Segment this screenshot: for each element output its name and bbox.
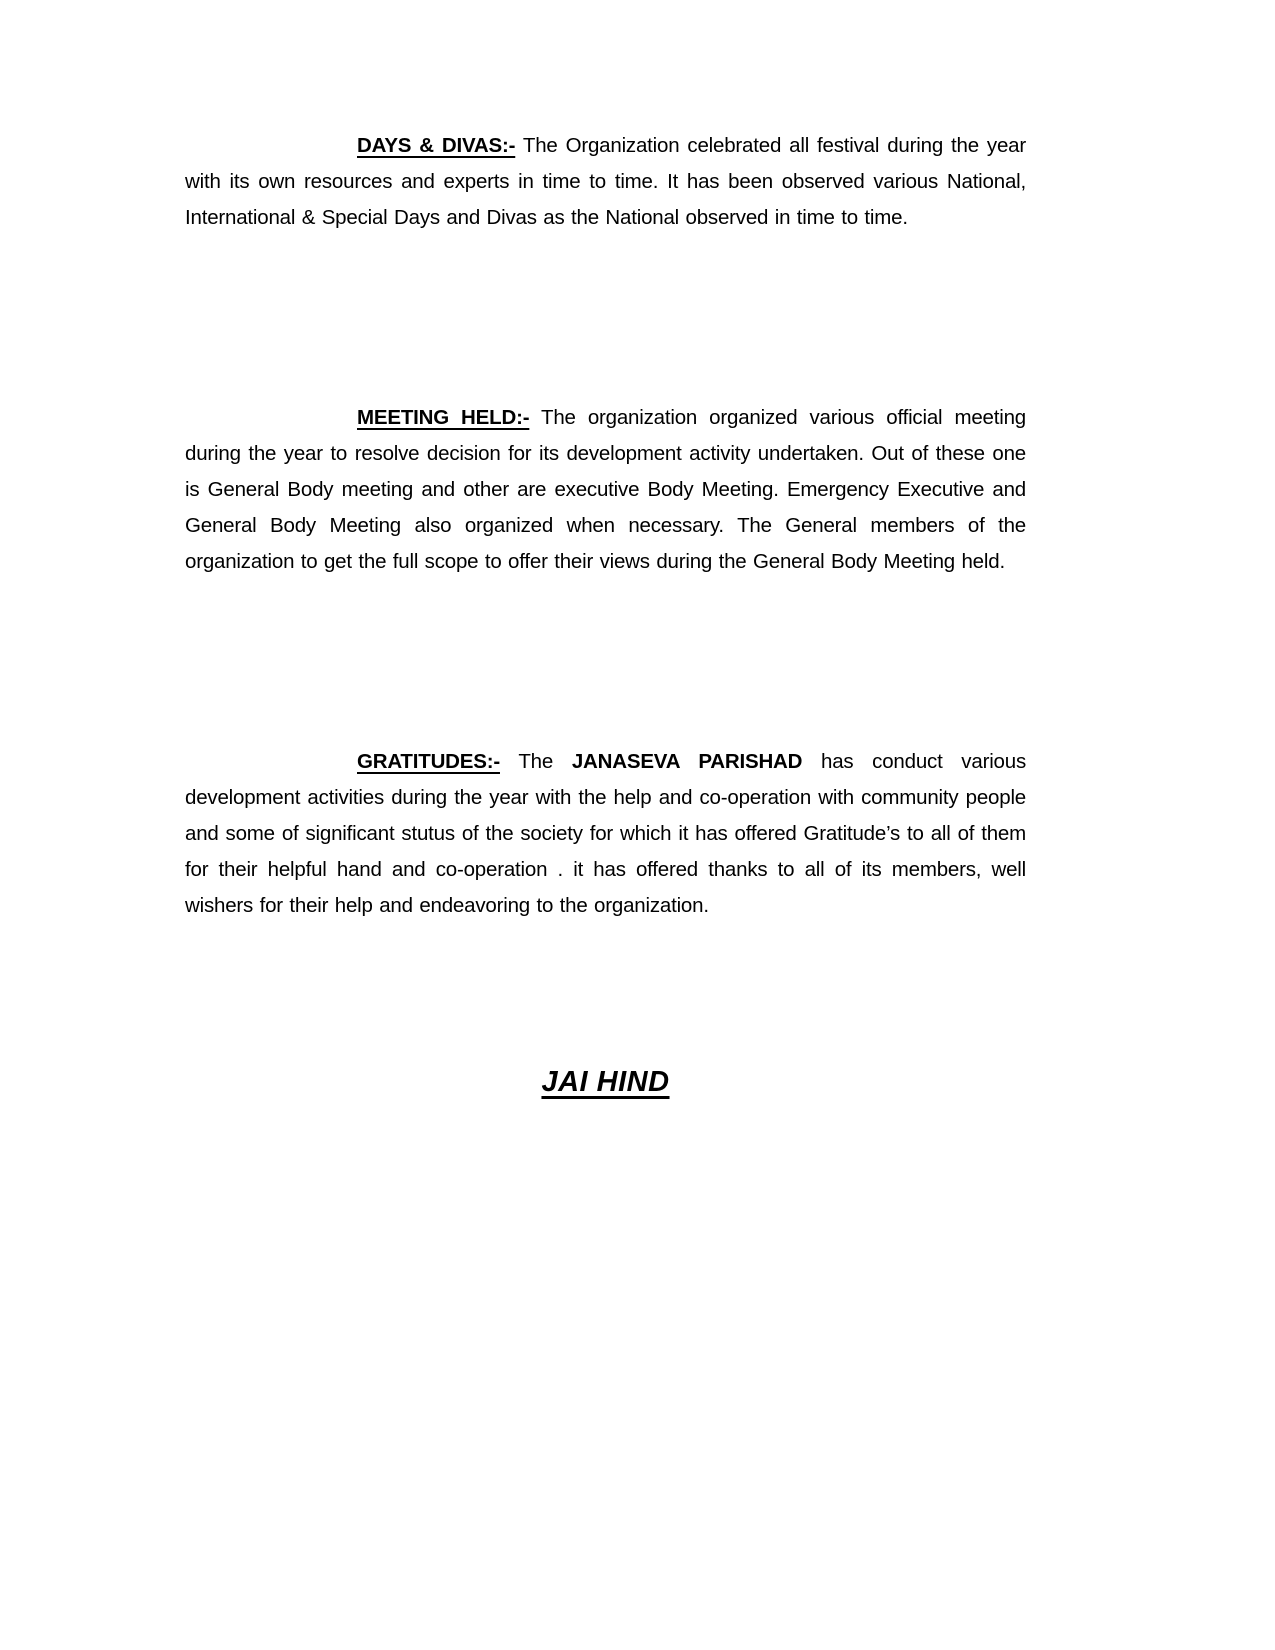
paragraph-gratitudes — [185, 744, 1026, 924]
closing-heading: JAI HIND — [541, 1066, 670, 1098]
meeting-held-body: The organization organized various official meeting during the year to resolve decision for its development activity undertaken. Out of these one is General Body meeting and other are executive Body Meeting. Emergency Executive and General Body Meeting also organized when necessary. The General members of the organization to get the full scope to offer their views during the General Body Meeting held. — [185, 406, 1026, 573]
gratitudes-body: has conduct various development activities during the year with the help and co-operation with community people and some of significant stutus of the society for which it has offered Gratitude’s to all of them for their helpful hand and co-operation . it has offered thanks to all of its members, well wishers for their help and endeavoring to the organization. — [185, 750, 1026, 917]
closing-heading-row — [185, 1064, 1026, 1100]
gratitudes-lead: The — [518, 750, 554, 773]
days-divas-heading: DAYS & DIVAS:- — [357, 134, 516, 157]
meeting-held-heading: MEETING HELD:- — [357, 406, 530, 429]
days-divas-body: The Organization celebrated all festival during the year with its own resources and experts in time to time. It has been observed various National, International & Special Days and Divas as the National observed in time to time. — [185, 134, 1026, 229]
gratitudes-heading: GRATITUDES:- — [357, 750, 500, 773]
paragraph-meeting-held — [185, 400, 1026, 580]
organization-name: JANASEVA PARISHAD — [571, 750, 803, 773]
paragraph-days-divas — [185, 128, 1026, 236]
document-content — [185, 128, 1026, 1100]
